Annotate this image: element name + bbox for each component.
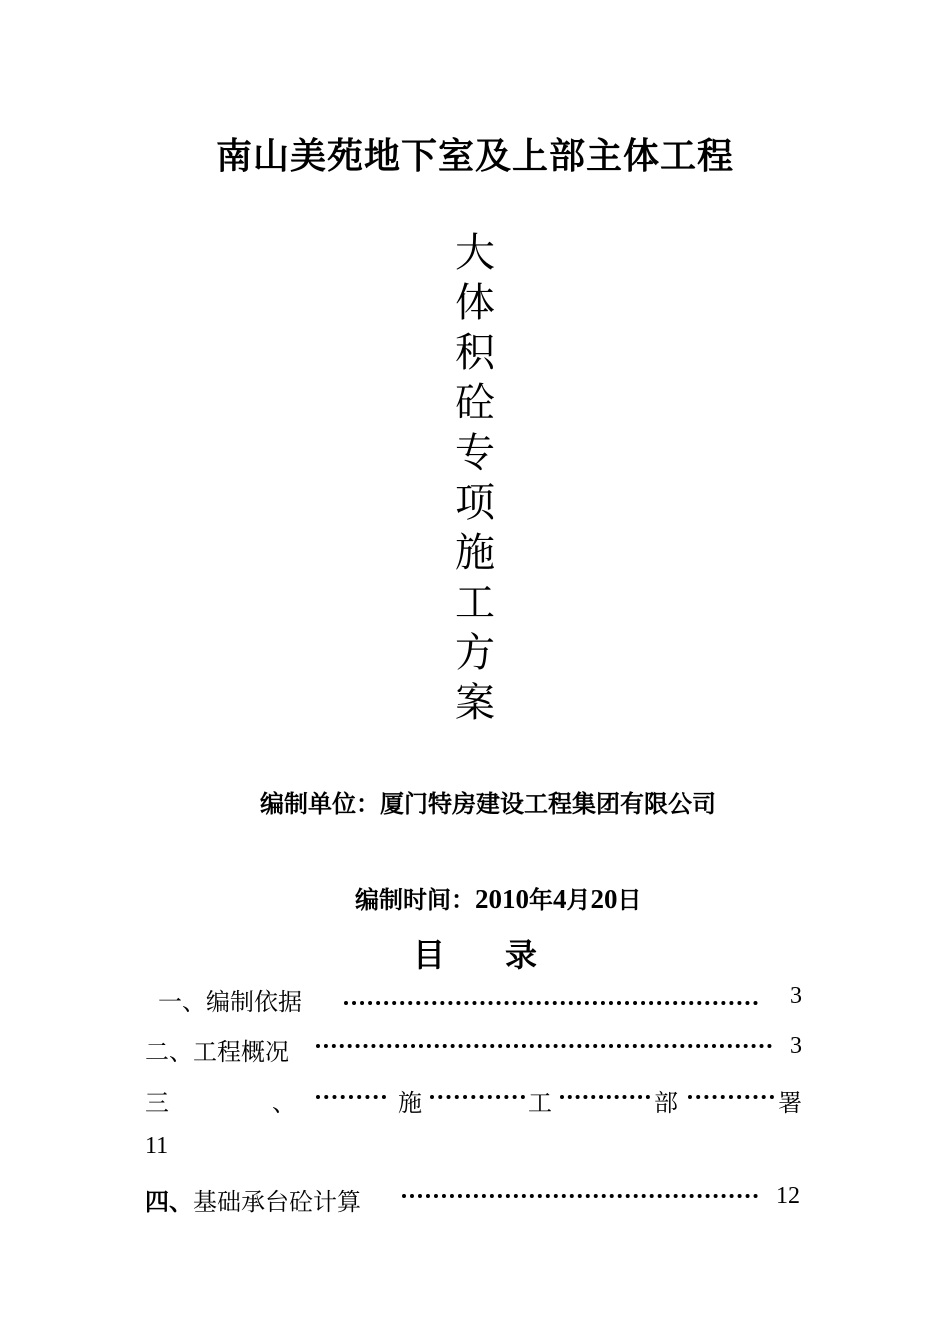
project-title: 南山美苑地下室及上部主体工程 <box>215 135 734 177</box>
title-char: 大 <box>455 230 495 276</box>
toc-item-separator: 、 <box>169 1187 193 1216</box>
title-char: 工 <box>455 580 495 626</box>
toc-leader-dots <box>560 1095 650 1099</box>
toc-leader-dots <box>430 1095 525 1099</box>
date-day-unit: 日 <box>617 886 642 914</box>
date-month: 4 <box>553 884 567 914</box>
toc-heading-char: 录 <box>505 936 538 974</box>
toc-leader-dots <box>688 1095 774 1099</box>
title-char: 体 <box>455 280 495 326</box>
toc-item-title-char: 施 <box>398 1089 422 1117</box>
toc-item-title: 编制依据 <box>206 988 302 1016</box>
toc-item-page: 3 <box>790 1033 802 1059</box>
toc-item-number: 三 <box>145 1089 169 1117</box>
compiling-date <box>355 880 642 915</box>
title-char: 项 <box>455 480 495 526</box>
toc-leader-dots <box>316 1095 386 1099</box>
toc-item-label <box>145 1182 361 1217</box>
toc-item-page: 12 <box>776 1183 800 1209</box>
toc-item-label <box>158 982 302 1017</box>
title-char: 专 <box>455 430 495 476</box>
toc-leader-dots <box>316 1044 772 1048</box>
toc-leader-dots <box>344 1001 758 1005</box>
toc-leader-dots <box>402 1194 758 1198</box>
toc-heading <box>0 930 950 976</box>
date-label: 编制时间： <box>355 886 475 914</box>
date-year: 2010 <box>475 884 529 914</box>
title-char: 施 <box>455 530 495 576</box>
toc-item-separator: 、 <box>272 1089 296 1117</box>
toc-item-label <box>145 1032 289 1067</box>
org-name: 厦门特房建设工程集团有限公司 <box>380 790 716 818</box>
title-char: 砼 <box>455 380 495 426</box>
toc-item-title: 工程概况 <box>193 1038 289 1066</box>
date-day: 20 <box>590 884 618 914</box>
org-label: 编制单位： <box>260 790 380 818</box>
compiling-organization <box>260 784 716 819</box>
title-char: 方 <box>455 630 495 676</box>
document-title-vertical <box>450 228 500 728</box>
toc-item-number: 四 <box>145 1187 169 1216</box>
title-char: 积 <box>455 330 495 376</box>
toc-item-number: 一、 <box>158 988 206 1016</box>
toc-item-page: 3 <box>790 983 802 1009</box>
date-month-unit: 月 <box>566 886 591 914</box>
toc-item-title-char: 工 <box>528 1089 552 1117</box>
toc-heading-char: 目 <box>412 936 445 974</box>
toc-item-title-char: 部 <box>654 1089 678 1117</box>
date-year-unit: 年 <box>529 886 553 914</box>
toc-item-title-char: 署 <box>778 1089 802 1117</box>
toc-item-number: 二、 <box>145 1038 193 1066</box>
toc-item-title: 基础承台砼计算 <box>193 1188 361 1216</box>
toc-item-page: 11 <box>145 1133 169 1159</box>
title-char: 案 <box>455 680 495 726</box>
